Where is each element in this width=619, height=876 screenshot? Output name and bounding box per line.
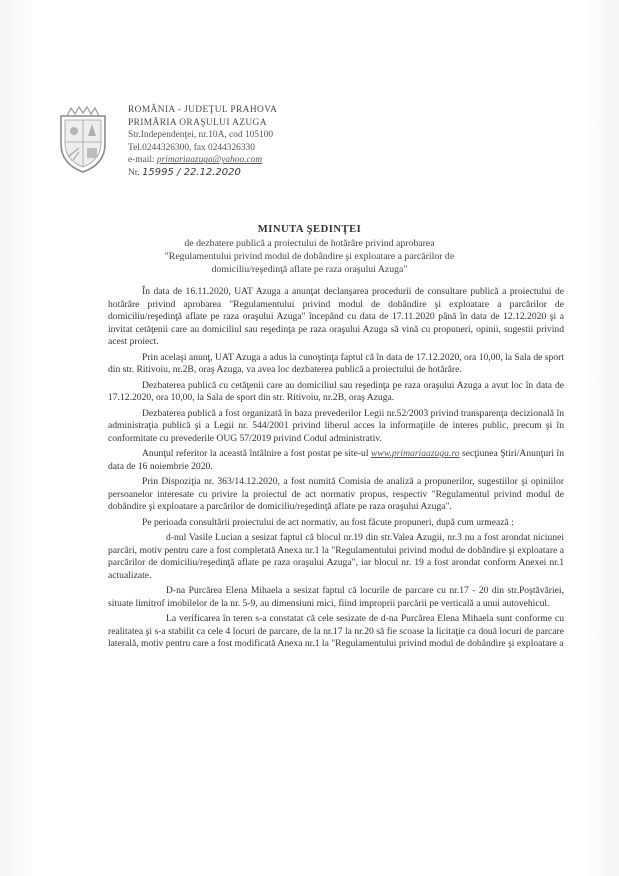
header-nr-value: 15995 / 22.12.2020 [142, 166, 241, 178]
header-phone: Tel.0244326300, fax 0244326330 [128, 142, 255, 153]
subtitle-line-1: de dezbatere publică a proiectului de hotărâre privind aprobarea [184, 238, 435, 249]
coat-of-arms-icon [55, 106, 111, 174]
header-address: Str.Independenţei, nr.10A, cod 105100 [128, 130, 274, 141]
institution-header [128, 104, 388, 180]
header-email[interactable]: primariaazuga@yahoo.com [156, 155, 263, 166]
paragraph-debate-notice: Prin acelaşi anunţ, UAT Azuga a adus la cunoştinţa faptul că în data de 17.12.2020, ora 10,00, la Sala de sport din str. Ritivoiu, nr.2B, oraş Azuga, va avea loc dezbaterea publică a proiectului de hotărâre. [108, 351, 564, 375]
paragraph-debate-held: Dezbaterea publică cu cetăţenii care au domiciliul sau reşedinţa pe raza oraşului Azuga a avut loc în data de 17.12.2020, ora 10,00, la Sala de sport din str. Ritivoiu, nr.2B, oraş Azuga. [108, 379, 564, 403]
header-email-line [128, 154, 388, 167]
paragraph-proposals-intro: Pe perioada consultării proiectului de act normativ, au fost făcute propuneri, după cum urmează : [142, 516, 514, 528]
paragraph-proposal-2: D-na Purcărea Elena Mihaela a sesizat faptul că locurile de parcare cu nr.17 - 20 din str.Poştăvăriei, situate limitrof imobilelor de la nr. 5-9, au dimensiuni mici, fiind improprii parcării pe verticală a unui autovehicul. [108, 585, 564, 609]
header-email-label: e-mail: [128, 155, 157, 166]
document-title: MINUTA ŞEDINŢEI [257, 224, 362, 235]
website-text-start: Anunţul referitor la această întâlnire a fost postat pe site-ul [142, 448, 372, 459]
header-nr-label: Nr. [128, 167, 143, 178]
header-institution: PRIMĂRIA ORAŞULUI AZUGA [128, 117, 267, 128]
paragraph-verification: La verificarea în teren s-a constatat că cele sesizate de d-na Purcărea Elena Mihaela sunt conforme cu realitatea şi s-a stabilit ca cele 4 locuri de parcare, de la nr.17 la nr.20 să fie scoase la licitaţie ca două locuri de parcare laterală, motiv pentru care a fost modificată Anexa nr.1 la "Regulamentului privind modul de dobândire şi exploatare a [108, 613, 564, 649]
website-text-end: secţiunea Ştiri/Anunţuri în data de 16 noiembrie 2020. [108, 448, 564, 472]
header-registration-number [128, 167, 388, 180]
website-link[interactable]: www.primariaazuga.ro [371, 448, 460, 459]
paragraph-announcement: În data de 16.11.2020, UAT Azuga a anunţat declanşarea procedurii de consultare publică a proiectului de hotărâre privind aprobarea "Regulamentului privind modul de dobândire şi exploatare a parcărilor de domiciliu/reşedinţă aflate pe raza oraşului Azuga" începând cu data de 17.11.2020 până în data de 12.12.2020 şi a invitat cetăţenii care au domiciliul sau reşedinţa pe raza oraşului Azuga să vină cu propuneri, opinii, sugestii privind acest proiect. [108, 286, 564, 347]
header-country: ROMÂNIA - JUDEŢUL PRAHOVA [128, 105, 278, 115]
subtitle-line-3: domiciliu/reşedinţă aflate pe raza oraşului Azuga" [211, 263, 408, 275]
paragraph-proposal-1: d-nul Vasile Lucian a sesizat faptul că blocul nr.19 din str.Valea Azugii, nr.3 nu a fost arondat niciunei parcări, motiv pentru care a fost completată Anexa nr.1 la "Regulamentului privind modul de dobândire şi exploatare a parcărilor de domiciliu/reşedinţă aflate pe raza oraşului Azuga", iar blocul nr. 19 a fost arondat conform Anexei nr.1 actualizate. [108, 532, 564, 581]
document-body [108, 286, 564, 654]
document-subtitle [0, 238, 619, 276]
paragraph-website-post [108, 448, 564, 473]
subtitle-line-2: "Regulamentului privind modul de dobândire şi exploatare a parcărilor de [164, 250, 455, 262]
paragraph-commission: Prin Dispoziţia nr. 363/14.12.2020, a fost numită Comisia de analiză a propunerilor, sugestiilor şi opiniilor persoanelor interesate cu privire la proiectul de act normativ propus, respectiv "Regulamentul privind modul de dobândire şi exploatare a parcărilor de domiciliu/reşedinţă aflate pe raza oraşului Azuga". [108, 476, 564, 512]
paragraph-legal-basis: Dezbaterea publică a fost organizată în baza prevederilor Legii nr.52/2003 privind transparenţa decizională în administraţia publică şi a Legii nr. 544/2001 privind liberul acces la informaţiile de interes public, precum şi în conformitate cu prevederile OUG 57/2019 privind Codul administrativ. [108, 407, 564, 444]
